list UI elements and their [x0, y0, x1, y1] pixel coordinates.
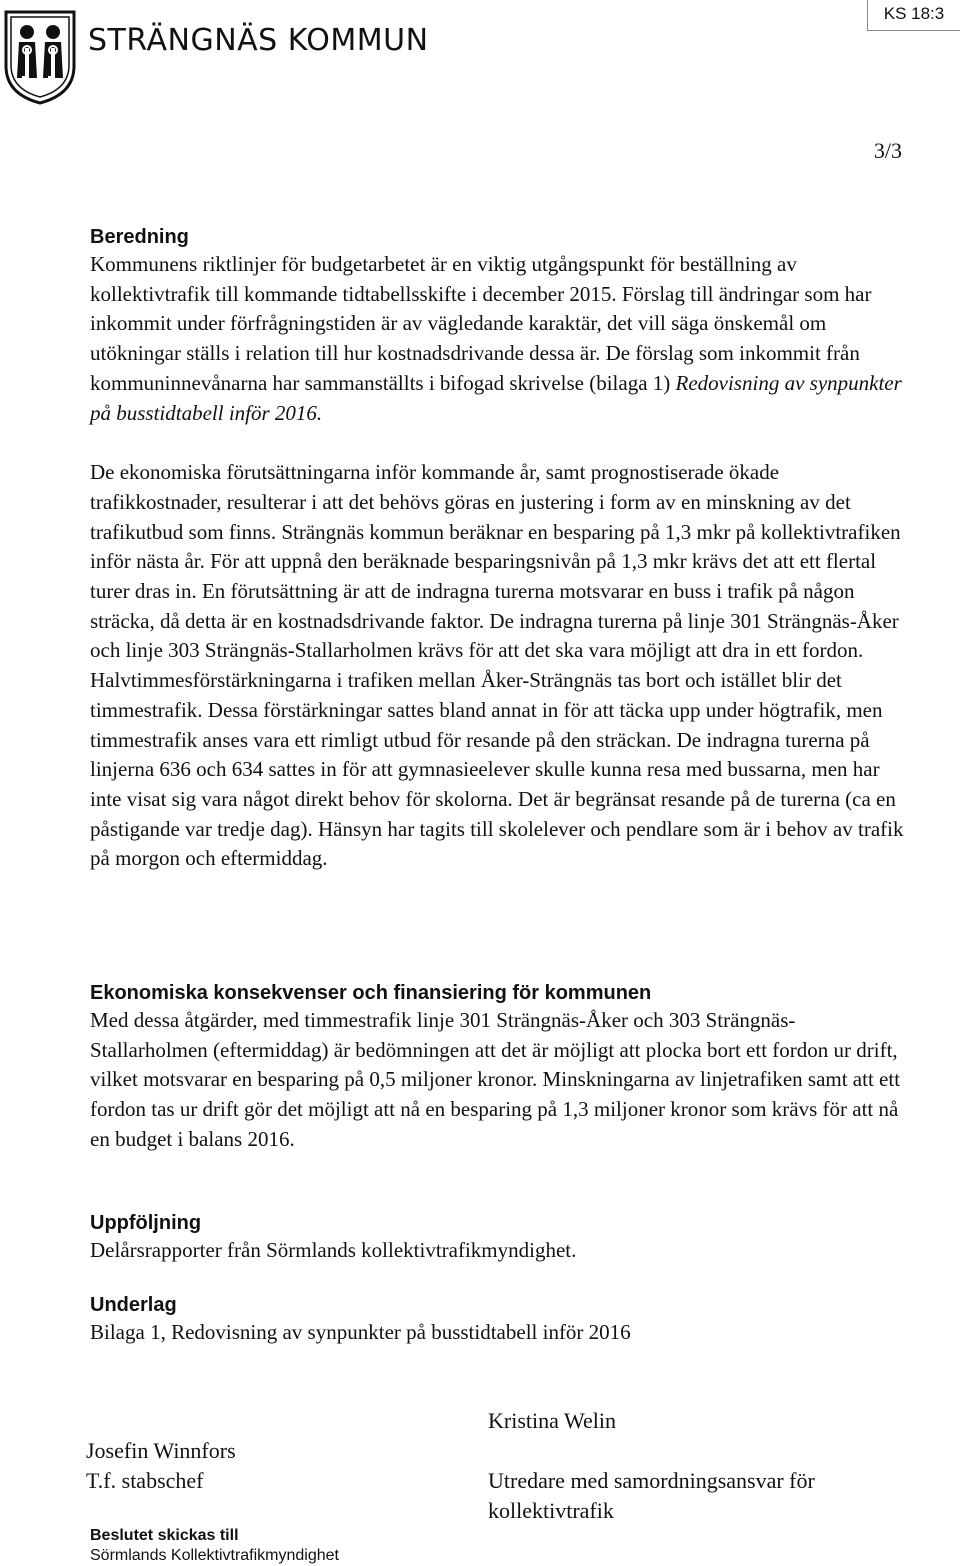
signature-right — [488, 1406, 815, 1526]
signature-left — [86, 1436, 236, 1496]
signer-title-right-line2: kollektivtrafik — [488, 1498, 614, 1523]
beredning-paragraph-2: De ekonomiska förutsättningarna inför kommande år, samt prognostiserade ökade trafikkostnader, resulterar i att det behövs göras en justering i form av en minskning av det trafikutbud som finns. Strängnäs kommun beräknar en besparing på 1,3 mkr på kollektivtrafiken inför nästa år. För att uppnå den beräknade besparingsnivån på 1,3 mkr krävs det att ett flertal turer dras in. En förutsättning är att de indragna turerna motsvarar en buss i trafik på någon sträcka, då detta är en kostnadsdrivande faktor. De indragna turerna på linje 301 Strängnäs-Åker och linje 303 Strängnäs-Stallarholmen krävs för att det ska vara möjligt att dra in ett fordon. Halvtimmesförstärkningarna i trafiken mellan Åker-Strängnäs tas bort och istället blir det timmestrafik. Dessa förstärkningar sattes bland annat in för att täcka upp under högtrafik, men timmestrafik anses vara ett rimligt utbud för resande på den sträckan. De indragna turerna på linjerna 636 och 634 sattes in för att gymnasieelever skulle kunna resa med bussarna, men har inte visat sig vara något direkt behov för skolorna. Det är begränsat resande på de turerna (ca en påstigande var tredje dag). Hänsyn har tagits till skolelever och pendlare som är i behov av trafik på morgon och eftermiddag. — [90, 460, 904, 871]
uppfoljning-paragraph: Delårsrapporter från Sörmlands kollektivtrafikmyndighet. — [90, 1238, 577, 1262]
municipality-name: STRÄNGNÄS KOMMUN — [88, 22, 429, 58]
heading-underlag: Underlag — [90, 1294, 177, 1316]
beredning-paragraph-1 — [90, 250, 910, 428]
ekonomi-paragraph: Med dessa åtgärder, med timmestrafik linje 301 Strängnäs-Åker och 303 Strängnäs-Stallarholmen (eftermiddag) är bedömningen att det är möjligt att plocka bort ett fordon ur drift, vilket motsvarar en besparing på 0,5 miljoner kronor. Minskningarna av linjetrafiken samt att ett fordon tas ur drift gör det möjligt att nå en besparing på 1,3 miljoner kronor som krävs för att nå en budget i balans 2016. — [90, 1008, 901, 1151]
beredning-text: Kommunens riktlinjer för budgetarbetet är en viktig utgångspunkt för beställning av kollektivtrafik till kommande tidtabellsskifte i december 2015. Förslag till ändringar som har inkommit under förfrågningstiden är av vägledande karaktär, det vill säga önskemål om utökningar ställs i relation till hur kostnadsdrivande dessa är. De förslag som inkommit från kommuninnevånarna har sammanställts i bifogad skrivelse (bilaga 1) — [90, 252, 872, 395]
distribution-footer — [90, 1526, 339, 1566]
signer-title-left: T.f. stabschef — [86, 1468, 204, 1493]
section-uppfoljning — [90, 1210, 910, 1266]
section-ekonomi — [90, 980, 910, 1155]
section-underlag — [90, 1292, 910, 1348]
signer-name-left: Josefin Winnfors — [86, 1438, 236, 1463]
distribution-label: Beslutet skickas till — [90, 1527, 239, 1544]
underlag-paragraph: Bilaga 1, Redovisning av synpunkter på busstidtabell inför 2016 — [90, 1320, 631, 1344]
coat-of-arms-icon — [0, 6, 80, 106]
beredning-italic-title: Redovisning av synpunkter på busstidtabell inför 2016. — [90, 370, 902, 425]
heading-ekonomi: Ekonomiska konsekvenser och finansiering för kommunen — [90, 982, 652, 1004]
signer-name-right: Kristina Welin — [488, 1408, 616, 1433]
page-number: 3/3 — [873, 138, 902, 163]
municipality-logo — [0, 6, 429, 106]
heading-beredning: Beredning — [90, 226, 189, 248]
signer-title-right-line1: Utredare med samordningsansvar för — [488, 1468, 815, 1493]
distribution-recipient: Sörmlands Kollektivtrafikmyndighet — [90, 1547, 339, 1564]
heading-uppfoljning: Uppföljning — [90, 1212, 202, 1234]
document-code: KS 18:3 — [867, 0, 960, 31]
section-beredning — [90, 224, 910, 874]
